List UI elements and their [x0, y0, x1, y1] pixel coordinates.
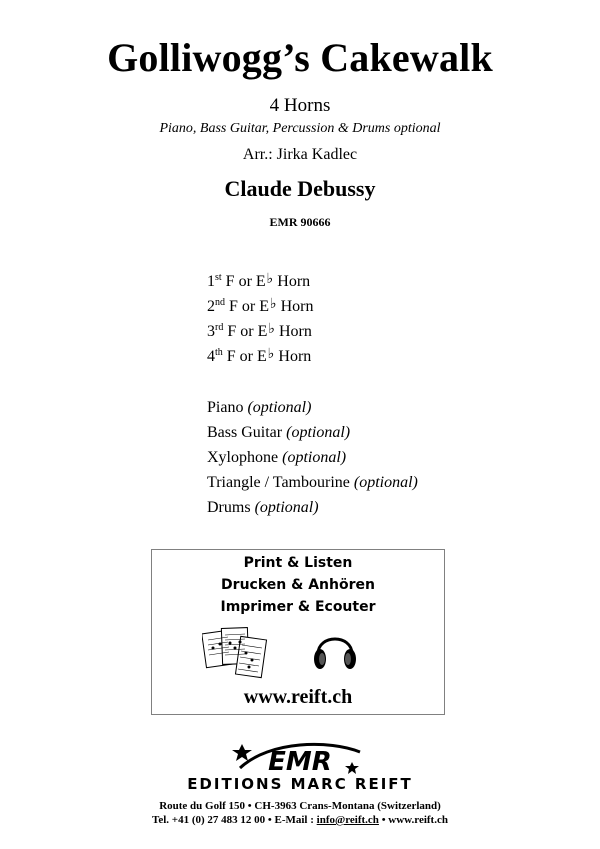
promo-website-link[interactable]: www.reift.ch [243, 686, 353, 708]
optional-note: (optional) [247, 399, 312, 416]
horn-part-item [207, 267, 314, 292]
publisher-contact [0, 814, 600, 826]
part-key: F or E [222, 348, 267, 365]
ensemble-label: 4 Horns [269, 95, 331, 116]
part-name: Drums [207, 499, 255, 516]
print-listen-box [151, 549, 445, 715]
emr-logo-text: EMR [268, 747, 332, 777]
promo-line-french: Imprimer & Ecouter [220, 599, 376, 615]
contact-website[interactable]: • www.reift.ch [378, 814, 448, 826]
horn-part-item [207, 342, 314, 367]
part-instrument: Horn [274, 348, 312, 365]
optional-part-item [207, 445, 418, 470]
part-name: Piano [207, 399, 248, 416]
publisher-address: Route du Golf 150 • CH-3963 Crans-Montana (Switzerland) [159, 800, 441, 812]
optional-instruments-note: Piano, Bass Guitar, Percussion & Drums optional [159, 121, 441, 136]
email-link[interactable]: info@reift.ch [316, 814, 379, 826]
part-ordinal: 4 [207, 348, 215, 365]
headphones-icon [312, 624, 358, 674]
horn-part-item [207, 317, 314, 342]
optional-part-item [207, 395, 418, 420]
flat-sign-icon: ♭ [270, 297, 277, 312]
optional-part-item [207, 470, 418, 495]
flat-sign-icon: ♭ [266, 272, 274, 287]
part-ordinal: 1 [207, 273, 215, 290]
ordinal-suffix: nd [215, 297, 225, 308]
contact-phone: Tel. +41 (0) 27 483 12 00 • E-Mail : [152, 814, 317, 826]
part-name: Bass Guitar [207, 424, 287, 441]
promo-line-english: Print & Listen [243, 555, 353, 571]
part-key: F or E [225, 298, 269, 315]
optional-note: (optional) [286, 424, 351, 441]
horn-part-item [207, 292, 314, 317]
emr-logo [230, 738, 370, 778]
arranger-credit: Arr.: Jirka Kadlec [242, 146, 358, 163]
catalog-number: EMR 90666 [269, 215, 331, 229]
optional-parts-list [207, 395, 418, 520]
optional-note: (optional) [282, 449, 347, 466]
optional-part-item [207, 495, 418, 520]
part-ordinal: 2 [207, 298, 215, 315]
promo-line-german: Drucken & Anhören [221, 577, 375, 593]
part-instrument: Horn [276, 298, 314, 315]
score-title: Golliwogg’s Cakewalk [107, 35, 493, 80]
composer-name: Claude Debussy [224, 176, 376, 201]
ordinal-suffix: rd [215, 322, 224, 333]
part-key: F or E [221, 273, 266, 290]
flat-sign-icon: ♭ [267, 347, 275, 362]
horn-parts-list [207, 267, 314, 367]
part-instrument: Horn [274, 323, 312, 340]
flat-sign-icon: ♭ [268, 322, 275, 337]
part-instrument: Horn [273, 273, 311, 290]
optional-part-item [207, 420, 418, 445]
optional-note: (optional) [254, 499, 319, 516]
publisher-name: EDITIONS MARC REIFT [187, 775, 413, 793]
part-name: Xylophone [207, 449, 283, 466]
part-name: Triangle / Tambourine [207, 474, 354, 491]
sheet-music-icon [202, 624, 270, 682]
optional-note: (optional) [353, 474, 418, 491]
ordinal-suffix: st [215, 272, 222, 283]
part-ordinal: 3 [207, 323, 215, 340]
part-key: F or E [223, 323, 268, 340]
ordinal-suffix: th [215, 347, 223, 358]
